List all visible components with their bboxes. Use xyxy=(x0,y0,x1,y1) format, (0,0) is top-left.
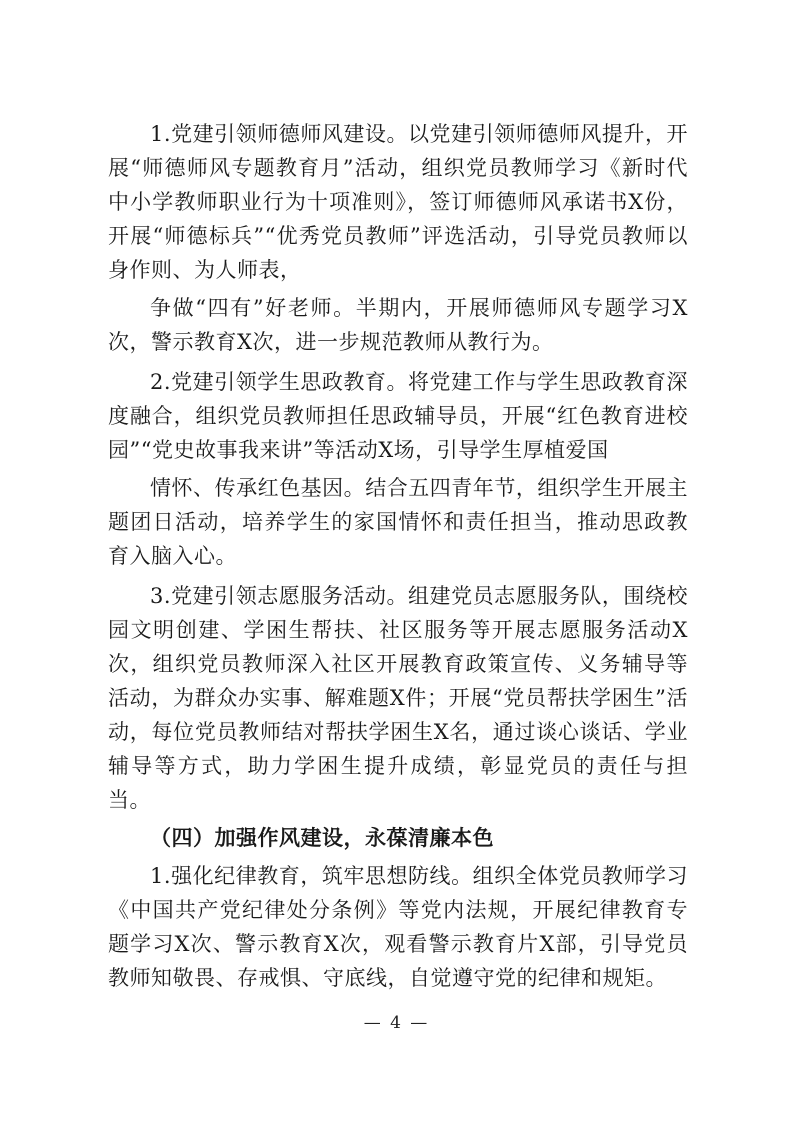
paragraph-ideological-education: 2.党建引领学生思政教育。将党建工作与学生思政教育深度融合，组织党员教师担任思政辅导员，开展“红色教育进校园”“党史故事我来讲”等活动X场，引导学生厚植爱国 xyxy=(108,370,688,462)
paragraph-discipline-education: 1.强化纪律教育，筑牢思想防线。组织全体党员教师学习《中国共产党纪律处分条例》等党内法规，开展纪律教育专题学习X次、警示教育X次，观看警示教育片X部，引导党员教师知敬畏、存戒惧、守底线，自觉遵守党的纪律和规矩。 xyxy=(108,864,688,990)
document-body xyxy=(108,117,688,995)
paragraph-ideological-education-continued: 情怀、传承红色基因。结合五四青年节，组织学生开展主题团日活动，培养学生的家国情怀和责任担当，推动思政教育入脑入心。 xyxy=(108,476,688,568)
paragraph-volunteer-service: 3.党建引领志愿服务活动。组建党员志愿服务队，围绕校园文明创建、学困生帮扶、社区服务等开展志愿服务活动X次，组织党员教师深入社区开展教育政策宣传、义务辅导等活动，为群众办实事、解难题X件；开展“党员帮扶学困生”活动，每位党员教师结对帮扶学困生X名，通过谈心谈话、学业辅导等方式，助力学困生提升成绩，彰显党员的责任与担当。 xyxy=(108,584,688,812)
paragraph-teacher-ethics: 1.党建引领师德师风建设。以党建引领师德师风提升，开展“师德师风专题教育月”活动，组织党员教师学习《新时代中小学教师职业行为十项准则》，签订师德师风承诺书X份，开展“师德标兵”“优秀党员教师”评选活动，引导党员教师以身作则、为人师表， xyxy=(108,122,688,282)
section-heading-work-style: （四）加强作风建设，永葆清廉本色 xyxy=(150,825,494,850)
paragraph-teacher-ethics-continued: 争做“四有”好老师。半期内，开展师德师风专题学习X次，警示教育X次，进一步规范教师从教行为。 xyxy=(108,296,688,354)
page-number: — 4 — xyxy=(363,1013,430,1033)
